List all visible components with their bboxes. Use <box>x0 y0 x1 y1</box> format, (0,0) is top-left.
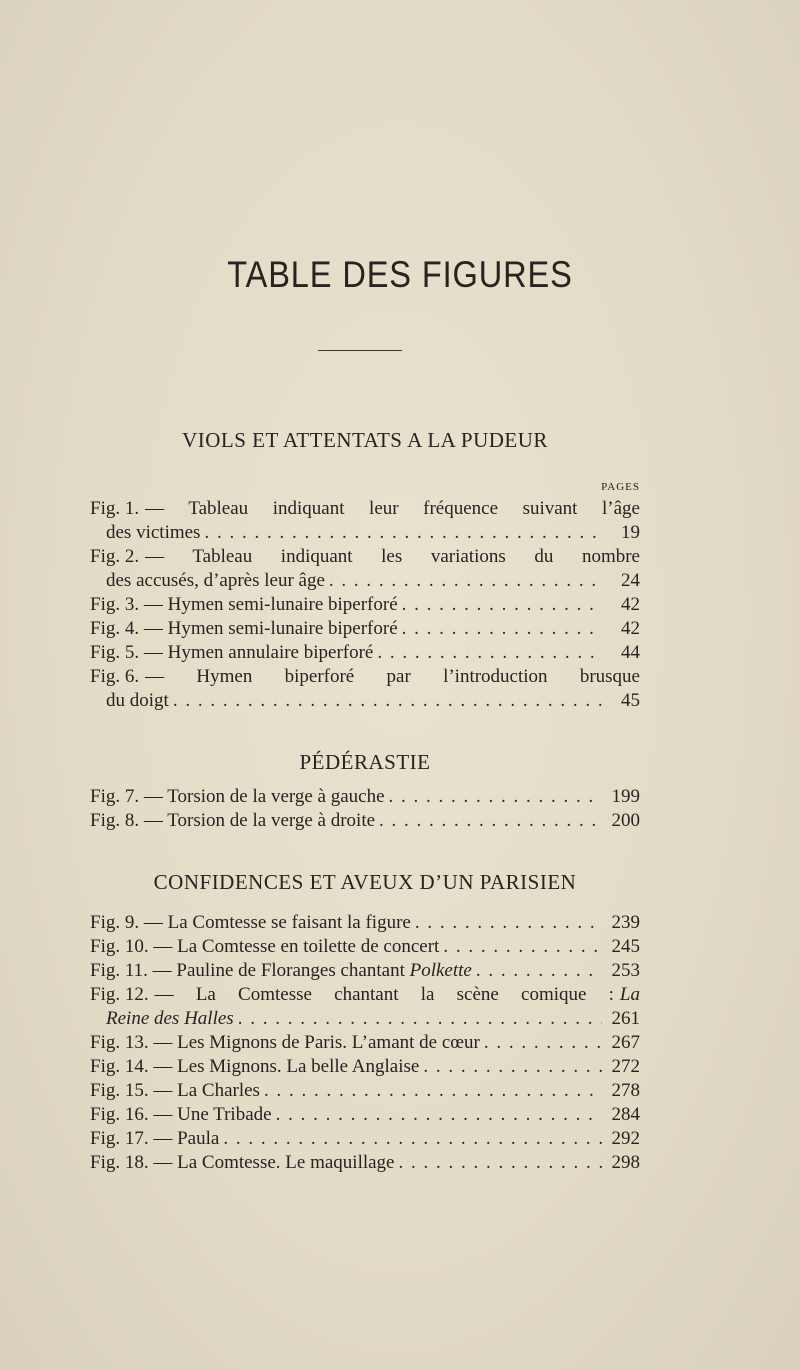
fig-number: Fig. 18. <box>90 1152 149 1173</box>
leader-dots <box>439 935 602 959</box>
fig-caption: — La Comtesse se faisant la figure <box>143 912 411 933</box>
page-number: 19 <box>621 522 640 543</box>
entry-fig-9 <box>90 911 640 935</box>
fig-caption: — Torsion de la verge à gauche <box>143 786 385 807</box>
fig-caption: — Une Tribade <box>153 1104 272 1125</box>
leader-dots <box>398 593 602 617</box>
fig-caption: — Hymen semi-lunaire biperforé <box>143 594 398 615</box>
fig-caption-cont: des accusés, d’après leur âge <box>106 570 325 591</box>
fig-caption: — Les Mignons. La belle Anglaise <box>153 1056 420 1077</box>
leader-dots <box>272 1103 602 1127</box>
fig-number: Fig. 3. <box>90 594 140 615</box>
entry-fig-10 <box>90 935 640 959</box>
entry-fig-12-line1 <box>90 983 640 1007</box>
fig-caption: — Torsion de la verge à droite <box>143 810 376 831</box>
fig-number: Fig. 11. <box>90 960 148 981</box>
leader-dots <box>234 1007 602 1031</box>
entry-fig-1-line2 <box>106 521 640 545</box>
entry-fig-14 <box>90 1055 640 1079</box>
entry-fig-8 <box>90 809 640 833</box>
fig-number: Fig. 17. <box>90 1128 149 1149</box>
page-number: 267 <box>611 1032 640 1053</box>
leader-dots <box>385 785 602 809</box>
page-number: 239 <box>611 912 640 933</box>
entry-fig-15 <box>90 1079 640 1103</box>
fig-number: Fig. 2. <box>90 546 140 567</box>
page-number: 45 <box>621 690 640 711</box>
entry-fig-2-line1 <box>90 545 640 569</box>
leader-dots <box>169 689 602 713</box>
page-number: 42 <box>621 594 640 615</box>
fig-number: Fig. 6. <box>90 666 140 687</box>
entry-fig-4 <box>90 617 640 641</box>
leader-dots <box>395 1151 603 1175</box>
page-number: 298 <box>611 1152 640 1173</box>
page-number: 24 <box>621 570 640 591</box>
fig-number: Fig. 10. <box>90 936 149 957</box>
fig-caption: — Hymen annulaire biperforé <box>143 642 374 663</box>
fig-caption: — Hymen biperforé par l’introduction brusque <box>145 666 640 687</box>
page-number: 284 <box>611 1104 640 1125</box>
fig-caption: — La Charles <box>153 1080 260 1101</box>
fig-caption-italic: Polkette <box>409 960 472 981</box>
leader-dots <box>373 641 602 665</box>
fig-caption-italic-cont: Reine des Halles <box>106 1008 234 1029</box>
leader-dots <box>419 1055 602 1079</box>
entry-fig-7 <box>90 785 640 809</box>
fig-caption-cont: des victimes <box>106 522 201 543</box>
entry-fig-6-line1 <box>90 665 640 689</box>
fig-number: Fig. 14. <box>90 1056 149 1077</box>
fig-caption: — La Comtesse en toilette de concert <box>153 936 440 957</box>
fig-caption: — Paula <box>153 1128 220 1149</box>
entry-fig-11 <box>90 959 640 983</box>
page-number: 261 <box>611 1008 640 1029</box>
pages-label: PAGES <box>601 481 640 493</box>
fig-number: Fig. 7. <box>90 786 140 807</box>
fig-caption: — Tableau indiquant leur fréquence suivant l’âge <box>145 498 640 519</box>
fig-number: Fig. 12. <box>90 984 149 1005</box>
fig-caption-italic: La <box>619 984 640 1005</box>
page-number: 199 <box>611 786 640 807</box>
leader-dots <box>325 569 602 593</box>
page-number: 200 <box>611 810 640 831</box>
leader-dots <box>260 1079 602 1103</box>
section-heading-confidences: CONFIDENCES ET AVEUX D’UN PARISIEN <box>153 870 577 894</box>
fig-number: Fig. 16. <box>90 1104 149 1125</box>
fig-caption: — Hymen semi-lunaire biperforé <box>143 618 398 639</box>
fig-caption: — Les Mignons de Paris. L’amant de cœur <box>153 1032 480 1053</box>
fig-number: Fig. 4. <box>90 618 140 639</box>
leader-dots <box>219 1127 602 1151</box>
title-rule <box>318 350 402 351</box>
entry-fig-16 <box>90 1103 640 1127</box>
page-number: 44 <box>621 642 640 663</box>
entry-fig-12-line2 <box>106 1007 640 1031</box>
entry-fig-5 <box>90 641 640 665</box>
fig-number: Fig. 9. <box>90 912 140 933</box>
fig-caption: — La Comtesse. Le maquillage <box>153 1152 395 1173</box>
section-heading-viols: VIOLS ET ATTENTATS A LA PUDEUR <box>182 428 548 452</box>
entry-fig-6-line2 <box>106 689 640 713</box>
page-number: 245 <box>611 936 640 957</box>
entry-fig-1-line1 <box>90 497 640 521</box>
fig-caption-cont: du doigt <box>106 690 169 711</box>
fig-number: Fig. 8. <box>90 810 140 831</box>
page-number: 272 <box>611 1056 640 1077</box>
entry-fig-18 <box>90 1151 640 1175</box>
page-number: 278 <box>611 1080 640 1101</box>
fig-caption: — La Comtesse chantant la scène comique : <box>154 984 614 1005</box>
entry-fig-17 <box>90 1127 640 1151</box>
leader-dots <box>480 1031 602 1055</box>
leader-dots <box>375 809 602 833</box>
fig-caption: — Pauline de Floranges chantant <box>152 960 405 981</box>
leader-dots <box>472 959 602 983</box>
fig-number: Fig. 1. <box>90 498 140 519</box>
page-number: 42 <box>621 618 640 639</box>
section-heading-pederastie: PÉDÉRASTIE <box>299 750 431 774</box>
leader-dots <box>200 521 602 545</box>
fig-number: Fig. 5. <box>90 642 140 663</box>
fig-number: Fig. 15. <box>90 1080 149 1101</box>
fig-caption: — Tableau indiquant les variations du nombre <box>145 546 640 567</box>
page-number: 292 <box>611 1128 640 1149</box>
entry-fig-13 <box>90 1031 640 1055</box>
entry-fig-2-line2 <box>106 569 640 593</box>
page-title: TABLE DES FIGURES <box>227 254 573 295</box>
leader-dots <box>398 617 602 641</box>
entry-fig-3 <box>90 593 640 617</box>
page-number: 253 <box>611 960 640 981</box>
leader-dots <box>411 911 602 935</box>
fig-number: Fig. 13. <box>90 1032 149 1053</box>
